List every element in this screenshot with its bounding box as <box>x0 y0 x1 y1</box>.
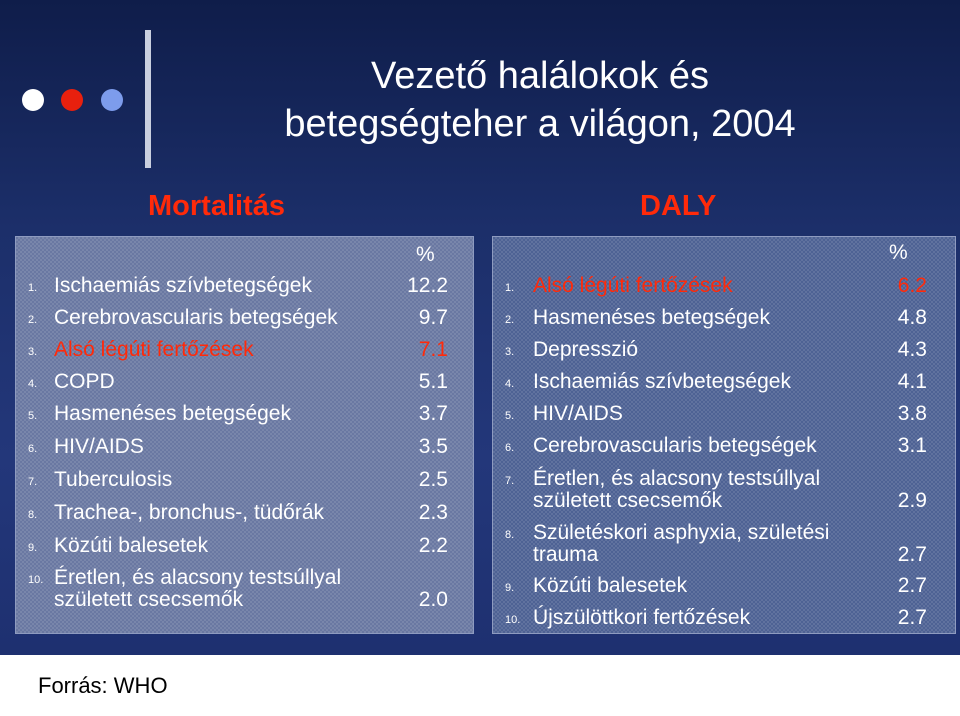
row-cause-line-2: született csecsemők <box>54 588 244 611</box>
row-number: 10. <box>28 574 44 586</box>
row-number: 8. <box>505 529 515 541</box>
title-line-2: betegségteher a világon, 2004 <box>284 103 796 145</box>
daly-unit-header: % <box>889 241 908 264</box>
row-number: 7. <box>505 475 515 487</box>
row-number: 5. <box>505 410 515 422</box>
daly-table <box>492 236 956 634</box>
row-cause: COPD <box>54 370 115 393</box>
row-cause: Trachea-, bronchus-, tüdőrák <box>54 501 325 524</box>
row-number: 9. <box>505 582 515 594</box>
source-note: Forrás: WHO <box>38 673 168 698</box>
row-value: 2.7 <box>897 543 927 566</box>
row-number: 8. <box>28 509 38 521</box>
row-cause: Ischaemiás szívbetegségek <box>54 274 312 297</box>
row-cause <box>533 522 873 566</box>
row-number: 1. <box>28 282 38 294</box>
row-number: 6. <box>505 442 515 454</box>
title-line-1: Vezető halálokok és <box>370 55 709 97</box>
row-value: 2.3 <box>418 501 448 524</box>
row-cause <box>533 468 873 512</box>
row-cause: Cerebrovascularis betegségek <box>54 306 338 329</box>
row-value: 12.2 <box>407 274 448 297</box>
row-value: 2.2 <box>418 534 448 557</box>
row-value: 4.1 <box>897 370 927 393</box>
row-number: 3. <box>505 346 515 358</box>
row-value: 3.5 <box>418 435 448 458</box>
row-value: 3.8 <box>897 402 927 425</box>
row-cause: Ischaemiás szívbetegségek <box>533 370 791 393</box>
mortality-heading: Mortalitás <box>148 190 285 222</box>
row-cause: Hasmenéses betegségek <box>54 402 291 425</box>
row-value: 2.5 <box>418 468 448 491</box>
vertical-divider <box>145 30 151 168</box>
row-cause-line-2: trauma <box>533 543 599 566</box>
row-number: 2. <box>28 314 38 326</box>
row-value: 2.7 <box>897 574 927 597</box>
row-cause: HIV/AIDS <box>533 402 623 425</box>
row-value: 5.1 <box>418 370 448 393</box>
row-value: 3.1 <box>897 434 927 457</box>
row-value: 2.7 <box>897 606 927 629</box>
white-dot-icon <box>22 89 44 111</box>
row-cause-line-1: Éretlen, és alacsony testsúllyal <box>54 566 342 589</box>
row-cause: Tuberculosis <box>54 468 173 491</box>
row-number: 5. <box>28 410 38 422</box>
row-value: 9.7 <box>418 306 448 329</box>
row-number: 10. <box>505 614 521 626</box>
row-cause: Alsó légúti fertőzések <box>533 274 733 297</box>
row-cause-line-1: Születéskori asphyxia, születési <box>533 521 830 544</box>
mortality-unit-header: % <box>416 243 435 266</box>
row-cause-line-2: született csecsemők <box>533 489 723 512</box>
daly-heading: DALY <box>640 190 717 222</box>
row-cause-line-1: Éretlen, és alacsony testsúllyal <box>533 467 821 490</box>
row-value: 4.3 <box>897 338 927 361</box>
row-cause: Közúti balesetek <box>54 534 209 557</box>
row-value: 2.9 <box>897 489 927 512</box>
row-value: 7.1 <box>418 338 448 361</box>
mortality-table <box>15 236 474 634</box>
row-cause: Hasmenéses betegségek <box>533 306 770 329</box>
slide-title <box>160 52 920 148</box>
row-value: 6.2 <box>897 274 927 297</box>
row-cause: Közúti balesetek <box>533 574 688 597</box>
row-number: 9. <box>28 542 38 554</box>
row-value: 2.0 <box>418 588 448 611</box>
row-cause: HIV/AIDS <box>54 435 144 458</box>
row-value: 4.8 <box>897 306 927 329</box>
row-number: 1. <box>505 282 515 294</box>
row-number: 3. <box>28 346 38 358</box>
row-cause: Depresszió <box>533 338 639 361</box>
row-cause: Cerebrovascularis betegségek <box>533 434 817 457</box>
row-value: 3.7 <box>418 402 448 425</box>
red-dot-icon <box>61 89 83 111</box>
row-cause: Újszülöttkori fertőzések <box>533 606 751 629</box>
row-number: 4. <box>505 378 515 390</box>
row-cause: Alsó légúti fertőzések <box>54 338 254 361</box>
row-number: 2. <box>505 314 515 326</box>
blue-dot-icon <box>101 89 123 111</box>
row-number: 7. <box>28 476 38 488</box>
row-number: 4. <box>28 378 38 390</box>
row-cause <box>54 567 394 611</box>
row-number: 6. <box>28 443 38 455</box>
